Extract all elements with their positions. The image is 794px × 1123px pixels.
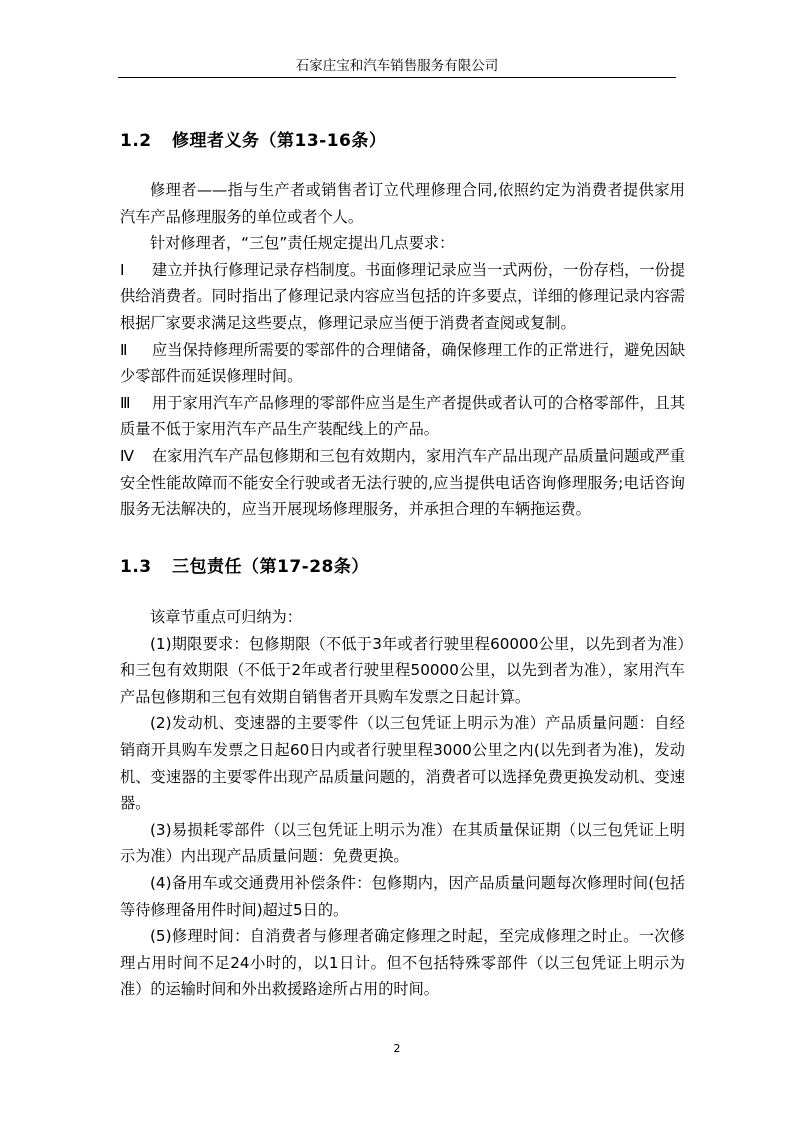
list-marker: Ⅱ	[120, 340, 128, 359]
list-marker: Ⅲ	[120, 393, 131, 412]
list-item-text: 应当保持修理所需要的零部件的合理储备，确保修理工作的正常进行，避免因缺少零部件而延误修理时间。	[120, 340, 685, 386]
list-item	[120, 443, 685, 523]
section-body-1-2	[120, 177, 685, 523]
list-item: (5)修理时间：自消费者与修理者确定修理之时起，至完成修理之时止。一次修理占用时间不足24小时的，以1日计。但不包括特殊零部件（以三包凭证上明示为准）的运输时间和外出救援路途所占用的时间。	[120, 927, 685, 999]
list-item	[120, 390, 685, 443]
list-item	[120, 257, 685, 337]
list-marker: Ⅰ	[120, 260, 125, 279]
section-body-1-3	[120, 604, 685, 1003]
paragraph-intro: 修理者——指与生产者或销售者订立代理修理合同,依照约定为消费者提供家用汽车产品修理服务的单位或者个人。	[120, 181, 685, 226]
paragraph-lead: 针对修理者，“三包”责任规定提出几点要求：	[150, 234, 455, 253]
list-item: (4)备用车或交通费用补偿条件：包修期内，因产品质量问题每次修理时间(包括等待修理备用件时间)超过5日的。	[120, 873, 685, 919]
section-heading-1-2	[120, 126, 386, 151]
paragraph-lead: 该章节重点可归纳为：	[150, 608, 302, 626]
list-item: (3)易损耗零部件（以三包凭证上明示为准）在其质量保证期（以三包凭证上明示为准）内出现产品质量问题：免费更换。	[120, 820, 685, 866]
list-marker: Ⅳ	[120, 446, 135, 465]
section-title: 修理者义务（第13-16条）	[172, 131, 387, 151]
section-title: 三包责任（第17-28条）	[172, 557, 369, 577]
page-header	[118, 55, 676, 78]
list-item-text: 用于家用汽车产品修理的零部件应当是生产者提供或者认可的合格零部件，且其质量不低于家用汽车产品生产装配线上的产品。	[120, 393, 685, 439]
section-heading-1-3	[120, 552, 369, 577]
list-item: (1)期限要求：包修期限（不低于3年或者行驶里程60000公里，以先到者为准）和三包有效期限（不低于2年或者行驶里程50000公里，以先到者为准），家用汽车产品包修期和三包有效期自销售者开具购车发票之日起计算。	[120, 634, 685, 706]
list-item: (2)发动机、变速器的主要零件（以三包凭证上明示为准）产品质量问题：自经销商开具购车发票之日起60日内或者行驶里程3000公里之内(以先到者为准)，发动机、变速器的主要零件出现产品质量问题的，消费者可以选择免费更换发动机、变速器。	[120, 714, 685, 813]
company-name: 石家庄宝和汽车销售服务有限公司	[295, 58, 499, 74]
section-number: 1.2	[120, 131, 152, 151]
list-item-text: 在家用汽车产品包修期和三包有效期内，家用汽车产品出现产品质量问题或严重安全性能故障而不能安全行驶或者无法行驶的,应当提供电话咨询修理服务;电话咨询服务无法解决的，应当开展现场修理服务，并承担合理的车辆拖运费。	[120, 446, 685, 519]
section-number: 1.3	[120, 557, 152, 577]
list-item	[120, 337, 685, 390]
list-item-text: 建立并执行修理记录存档制度。书面修理记录应当一式两份，一份存档，一份提供给消费者。同时指出了修理记录内容应当包括的许多要点，详细的修理记录内容需根据厂家要求满足这些要点，修理记录应当便于消费者查阅或复制。	[120, 260, 685, 332]
page-number: 2	[393, 1042, 401, 1055]
